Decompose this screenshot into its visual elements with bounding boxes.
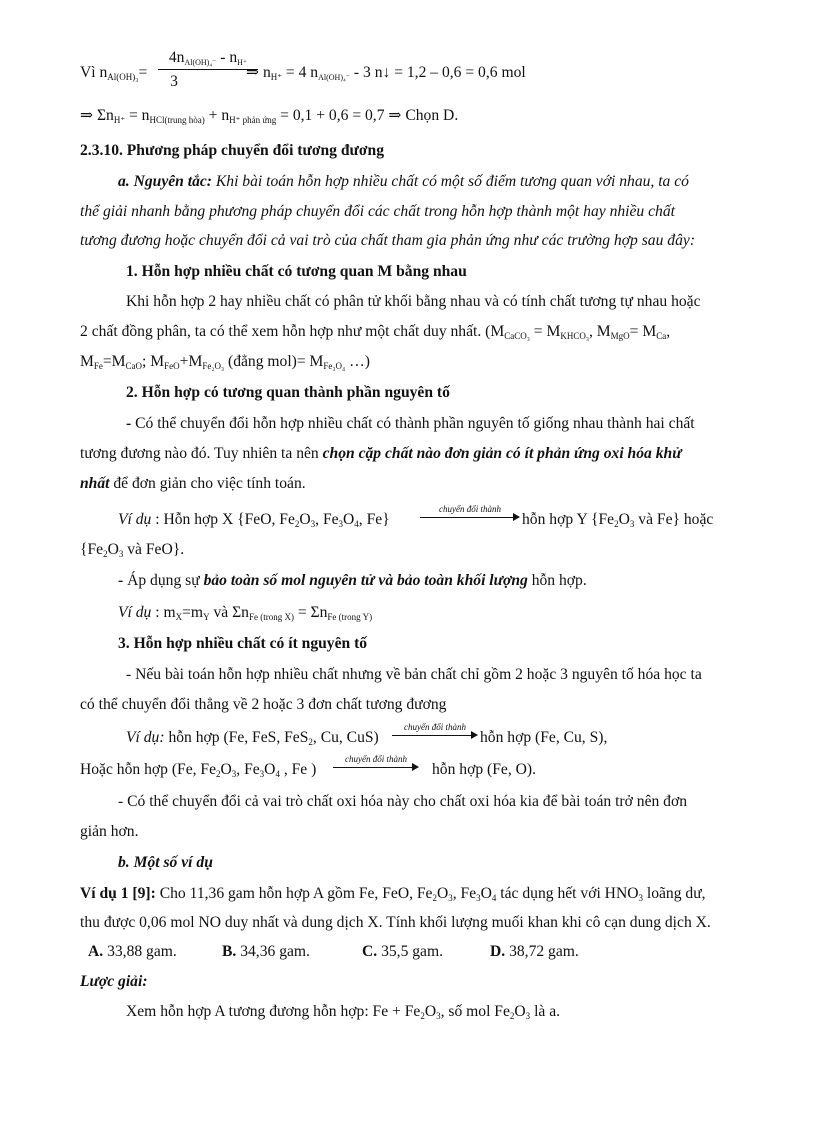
- para-1-line-3: $M_{Fe}=M_{CaO}$; $M_{FeO}+M_{Fe_2O_3}$ (đẳng $mol)= M_{Fe_3O_4}$ …): [80, 353, 370, 371]
- option-d: D. 38,72 gam.: [490, 943, 579, 960]
- para-1-line-1: Khi hỗn hợp 2 hay nhiều chất có phân tử khối bằng nhau và có tính chất tương tự nhau hoặc: [126, 293, 701, 310]
- principle-line-3: tương đương hoặc chuyển đổi cả vai trò của chất tham gia phản ứng như các trường hợp sau đây:: [80, 232, 696, 249]
- example-3-rest: hỗn hợp (Fe, Cu, S),: [480, 729, 608, 746]
- solution-label: Lược giải:: [80, 973, 148, 990]
- fraction-bar: [158, 69, 258, 70]
- convert-arrow-2: chuyển đổi thành: [392, 724, 478, 744]
- heading-3: 3. Hỗn hợp nhiều chất có ít nguyên tố: [118, 635, 368, 652]
- para-2-line-2: tương đương nào đó. Tuy nhiên ta nên chọn cặp chất nào đơn giản có ít phản ứng oxi hóa khử: [80, 445, 682, 462]
- para-2-line-3: nhất để đơn giản cho việc tính toán.: [80, 475, 306, 492]
- para-3: - Áp dụng sự bảo toàn số mol nguyên tử và bảo toàn khối lượng hỗn hợp.: [118, 572, 587, 589]
- equation-line-2: ⇒ $\Sigma n_{H^+} = n_{HCl(trung hòa)} + n_{H^+ phản ứng} = 0,1 + 0,6 = 0,7$ ⇒ Chọn D.: [80, 107, 459, 125]
- convert-arrow-1: chuyển đổi thành: [420, 506, 520, 526]
- option-a: A. 33,88 gam.: [88, 943, 177, 960]
- problem-1-line-1: Ví dụ 1 [9]: Cho 11,36 gam hỗn hợp A gồm Fe, FeO, $Fe_2O_3$, $Fe_3O_4$ tác dụng hết với $HNO_3$ loãng dư,: [80, 885, 706, 903]
- example-2: Ví dụ : $m_X=m_Y$ và $\Sigma n_{Fe (trong X)} = \Sigma n_{Fe (trong Y)}$: [118, 604, 373, 622]
- heading-2: 2. Hỗn hợp có tương quan thành phần nguyên tố: [126, 384, 450, 401]
- example-4: Hoặc hỗn hợp (Fe, $Fe_2O_3$, $Fe_3O_4$ , Fe ): [80, 761, 317, 779]
- example-1-line-1-rest: hỗn hợp Y {$Fe_2O_3$ và Fe} hoặc: [522, 511, 714, 529]
- heading-examples: b. Một số ví dụ: [118, 854, 213, 871]
- example-1-line-2: {$Fe_2O_3$ và FeO}.: [80, 541, 185, 559]
- equation-line-1: Vì $n_{Al(OH)_3}=$: [80, 64, 148, 82]
- option-c: C. 35,5 gam.: [362, 943, 444, 960]
- example-4-rest: hỗn hợp (Fe, O).: [432, 761, 536, 778]
- section-title: 2.3.10. Phương pháp chuyển đổi tương đương: [80, 142, 384, 159]
- fraction-numerator: $4n_{Al(OH)_4^-} - n_{H^+}$: [168, 49, 248, 67]
- para-4-line-1: - Nếu bài toán hỗn hợp nhiều chất nhưng về bản chất chỉ gồm 2 hoặc 3 nguyên tố hóa học ta: [126, 666, 702, 683]
- para-5-line-2: giản hơn.: [80, 823, 139, 840]
- para-5-line-1: - Có thể chuyển đổi cả vai trò chất oxi hóa này cho chất oxi hóa kia để bài toán trở nên đơn: [118, 793, 688, 810]
- fraction-denominator: 3: [170, 73, 178, 90]
- problem-1-line-2: thu được 0,06 mol NO duy nhất và dung dịch X. Tính khối lượng muối khan khi cô cạn dung dịch X.: [80, 914, 711, 931]
- solution-line-1: Xem hỗn hợp A tương đương hỗn hợp: $Fe + Fe_2O_3$, số mol $Fe_2O_3$ là a.: [126, 1003, 561, 1021]
- example-3: Ví dụ: hỗn hợp (Fe, FeS, FeS$_2$, Cu, CuS): [126, 729, 379, 747]
- para-1-line-2: 2 chất đồng phân, ta có thể xem hỗn hợp như một chất duy nhất. ($M_{CaCO_3} = M_{KHCO_3}$, $M_{MgO}= M_{Ca}$,: [80, 323, 671, 341]
- para-2-line-1: - Có thể chuyển đổi hỗn hợp nhiều chất có thành phần nguyên tố giống nhau thành hai chất: [126, 415, 695, 432]
- principle-line-2: thể giải nhanh bằng phương pháp chuyển đổi các chất trong hỗn hợp thành một hay nhiều chất: [80, 203, 675, 220]
- convert-arrow-3: chuyển đổi thành: [333, 756, 419, 776]
- principle-line-1: a. Nguyên tắc: Khi bài toán hỗn hợp nhiều chất có một số điểm tương quan với nhau, ta có: [118, 173, 689, 190]
- option-b: B. 34,36 gam.: [222, 943, 310, 960]
- equation-line-1-rest: ⇒ $n_{H^+} = 4$ $n_{Al(OH)_4^-} - 3$ n↓ = 1,2 – 0,6 = 0,6 mol: [246, 64, 526, 82]
- para-4-line-2: có thể chuyển đổi thẳng về 2 hoặc 3 đơn chất tương đương: [80, 696, 447, 713]
- heading-1: 1. Hỗn hợp nhiều chất có tương quan M bằng nhau: [126, 263, 467, 280]
- example-1-line-1: Ví dụ : Hỗn hợp X {FeO, $Fe_2O_3$, $Fe_3O_4$, Fe}: [118, 511, 390, 529]
